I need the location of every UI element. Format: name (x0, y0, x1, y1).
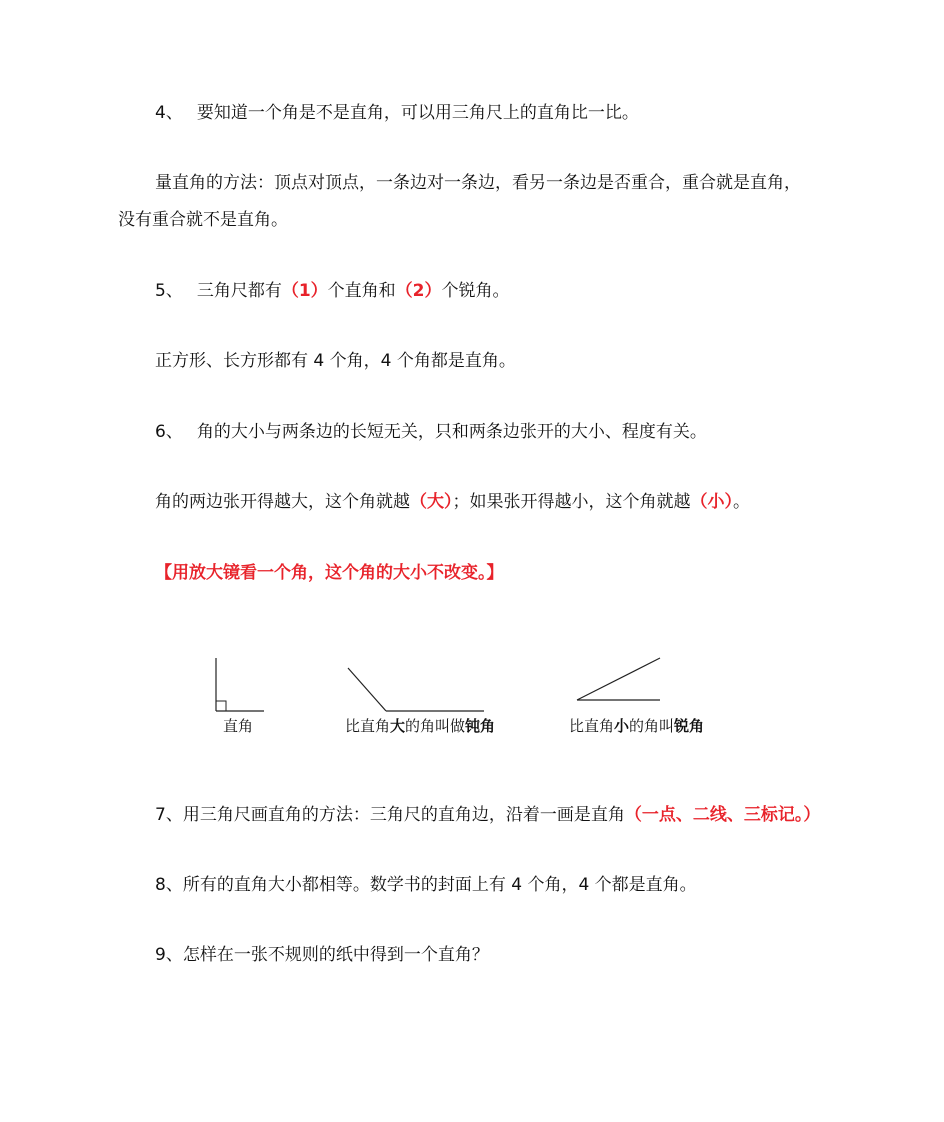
item-4-text: 要知道一个角是不是直角，可以用三角尺上的直角比一比。 (196, 103, 639, 123)
angle-size-answer-1: （大） (410, 492, 453, 512)
item-7 (155, 803, 820, 827)
item-7-answer: （一点、二线、三标记。） (624, 805, 821, 825)
obtuse-caption-bold-2: 钝角 (465, 717, 496, 735)
right-angle-mark (216, 701, 226, 711)
item-5-answer-1: （1） (281, 281, 328, 301)
acute-angle-figure (577, 658, 660, 700)
item-6-text: 角的大小与两条边的长短无关，只和两条边张开的大小、程度有关。 (196, 422, 707, 442)
square-rect-note: 正方形、长方形都有 4 个角，4 个角都是直角。 (155, 351, 516, 371)
measure-method-line1: 量直角的方法：顶点对顶点，一条边对一条边，看另一条边是否重合，重合就是直角， (155, 173, 801, 193)
obtuse-caption-bold-1: 大 (390, 717, 406, 735)
acute-caption-pre: 比直角 (569, 717, 615, 735)
item-8: 8、所有的直角大小都相等。数学书的封面上有 4 个角，4 个都是直角。 (155, 875, 697, 895)
obtuse-angle-caption (345, 716, 495, 736)
acute-angle-caption (569, 716, 704, 736)
item-9: 9、怎样在一张不规则的纸中得到一个直角？ (155, 945, 489, 965)
acute-caption-mid: 的角叫 (629, 717, 675, 735)
right-angle-figure (216, 658, 264, 711)
acute-caption-bold-1: 小 (614, 717, 630, 735)
measure-method-line2: 没有重合就不是直角。 (118, 210, 288, 230)
magnifier-note: 【用放大镜看一个角，这个角的大小不改变。】 (155, 563, 504, 583)
obtuse-caption-mid: 的角叫做 (405, 717, 466, 735)
acute-caption-bold-2: 锐角 (674, 717, 705, 735)
item-5-number: 5、 (155, 281, 183, 301)
obtuse-angle-slanted-side (348, 668, 386, 711)
obtuse-caption-pre: 比直角 (345, 717, 391, 735)
item-4-number: 4、 (155, 103, 183, 123)
angle-size-mid: ；如果张开得越小，这个角就越 (452, 492, 691, 512)
angle-size-post: 。 (733, 492, 750, 512)
angle-size-answer-2: （小） (690, 492, 733, 512)
item-5-pre: 三角尺都有 (196, 281, 282, 301)
item-7-text: 7、用三角尺画直角的方法：三角尺的直角边，沿着一画是直角 (155, 805, 625, 825)
item-5-answer-2: （2） (395, 281, 442, 301)
item-5-mid: 个直角和 (327, 281, 396, 301)
item-5-post: 个锐角。 (441, 281, 510, 301)
angle-size-pre: 角的两边张开得越大，这个角就越 (155, 492, 410, 512)
item-6-number: 6、 (155, 422, 183, 442)
obtuse-angle-figure (348, 668, 484, 711)
right-angle-caption: 直角 (223, 717, 254, 735)
acute-angle-slanted-side (577, 658, 660, 700)
